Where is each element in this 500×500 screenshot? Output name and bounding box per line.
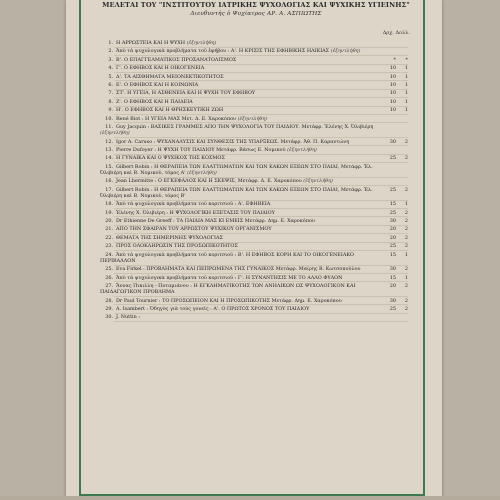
list-item bbox=[100, 57, 408, 63]
entry-price-dollar: 1 bbox=[404, 251, 408, 258]
entry-price-dollar: 2 bbox=[404, 282, 408, 289]
entry-price-dollar: 2 bbox=[404, 186, 408, 193]
entry-title: Η ΓΥΝΑΙΚΑ ΚΑΙ Ο ΨΥΧΙΚΟΣ ΤΗΣ ΚΟΣΜΟΣ bbox=[116, 155, 225, 162]
list-item bbox=[100, 266, 408, 272]
entry-title: ΘΕΜΑΤΑ ΤΗΣ ΣΗΜΕΡΙΝΗΣ ΨΥΧΟΛΟΓΙΑΣ bbox=[116, 234, 223, 241]
list-item bbox=[100, 283, 408, 295]
series-title: ΜΕΛΕΤΑΙ ΤΟΥ "ΙΝΣΤΙΤΟΥΤΟΥ ΙΑΤΡΙΚΗΣ ΨΥΧΟΛΟΓΙΑΣ ΚΑΙ ΨΥΧΙΚΗΣ ΥΓΙΕΙΝΗΣ" bbox=[102, 1, 410, 9]
entry-status: (ἐξηντλήθη) bbox=[330, 48, 361, 55]
list-item bbox=[100, 40, 408, 46]
entry-price-drachma: 10 bbox=[389, 90, 396, 97]
entry-price-dollar: 2 bbox=[404, 305, 408, 312]
entry-price-dollar: 2 bbox=[404, 155, 408, 162]
entry-price-drachma: 25 bbox=[389, 186, 396, 193]
entry-number: 20. bbox=[105, 218, 113, 225]
entry-price-dollar: * bbox=[405, 56, 408, 63]
list-item bbox=[100, 107, 408, 113]
entry-number: 23. bbox=[105, 243, 113, 250]
list-item bbox=[100, 74, 408, 80]
entry-title: Dr Paul Tournier : ΤΟ ΠΡΟΣΩΠΕΙΟΝ ΚΑΙ Η ΠΡΟΣΩΠΙΚΟΤΗΣ Μετάφρ. Δημ. Ε. Χαροκόπου bbox=[116, 297, 342, 304]
entry-status: (ἐξηντλήθη) bbox=[303, 178, 333, 185]
entry-price-dollar: 1 bbox=[404, 73, 408, 80]
entry-number: 8. bbox=[108, 98, 113, 105]
entry-title: Ἐλένης Χ. Ὀλιβιέρη : Η ΨΥΧΟΛΟΓΙΚΗ ΕΞΕΤΑΣΙΣ ΤΟΥ ΠΑΙΔΙΟΥ bbox=[116, 209, 275, 216]
entry-price-drachma: 30 bbox=[389, 266, 396, 273]
entry-price-drachma: 20 bbox=[389, 282, 396, 289]
entry-title: J. Nuttin : bbox=[116, 314, 140, 321]
entry-title: Ἀπὸ τὰ ψυχολογικὰ προβλήματα τοῦ κοριτσιοῦ : Γ'. Η ΣΥΝΑΝΤΗΣΙΣ ΜΕ ΤΟ ΑΛΛΟ ΦΥΛΟΝ bbox=[116, 274, 343, 281]
entry-status: (ἐξηντλήθη) bbox=[187, 169, 217, 176]
entry-status: (ἐξηντλήθη) bbox=[237, 115, 268, 122]
entry-price-drachma: 25 bbox=[389, 155, 396, 162]
entry-price-dollar: 1 bbox=[404, 90, 408, 97]
entry-price-drachma: 30 bbox=[389, 218, 396, 225]
entry-number: 3. bbox=[108, 56, 113, 63]
list-item bbox=[100, 187, 408, 199]
entry-title: René Biot : Η ΥΓΕΙΑ ΜΑΣ Μετ. Δ. Ε. Χαροκόπου bbox=[116, 115, 236, 122]
entry-number: 16. bbox=[105, 178, 113, 185]
entry-number: 2. bbox=[108, 48, 113, 55]
entry-price-dollar: 2 bbox=[404, 266, 408, 273]
list-item bbox=[100, 243, 408, 249]
entry-number: 9. bbox=[108, 107, 113, 114]
entry-number: 4. bbox=[108, 65, 113, 72]
entry-number: 26. bbox=[105, 274, 113, 281]
list-item bbox=[100, 252, 408, 264]
entry-title: Ἀπὸ τὰ ψυχολογικὰ προβλήματα τοῦ κοριτσιοῦ : Α'. ΕΦΗΒΕΙΑ bbox=[116, 201, 271, 208]
entry-title: Igor A. Caruso : ΨΥΧΑΝΑΛΥΣΙΣ ΚΑΙ ΣΥΝΘΕΣΙΣ ΤΗΣ ΥΠΑΡΞΕΩΣ. Μετάφρ. Ἀθ. Π. Καραντώνη bbox=[116, 138, 350, 145]
entry-number: 12. bbox=[105, 138, 113, 145]
list-item bbox=[100, 201, 408, 207]
entry-number: 25. bbox=[105, 266, 113, 273]
entry-number: 30. bbox=[105, 314, 113, 321]
list-item bbox=[100, 82, 408, 88]
list-item bbox=[100, 306, 408, 312]
entry-price-drachma: 30 bbox=[389, 297, 396, 304]
entry-title: ΣΤ'. Η ΥΓΕΙΑ, Η ΑΣΘΕΝΕΙΑ ΚΑΙ Η ΨΥΧΗ ΤΟΥ ΕΦΗΒΟΥ bbox=[116, 90, 256, 97]
entry-price-dollar: 2 bbox=[404, 234, 408, 241]
entry-title: Ἀπὸ τὰ ψυχολογικὰ προβλήματα τοῦ κοριτσιοῦ : Β'. Η ΕΦΗΒΟΣ ΚΟΡΗ ΚΑΙ ΤΟ ΟΙΚΟΓΕΝΕΙΑΚΟ ΠΕΡΙΒΑΛΛΟΝ bbox=[100, 251, 355, 264]
entry-price-dollar: 2 bbox=[404, 218, 408, 225]
entry-status: (ἐξηντλήθη) bbox=[186, 40, 217, 46]
entry-title: Guy Jacquin : ΒΑΣΙΚΕΣ ΓΡΑΜΜΕΣ ΑΠΟ ΤΗΝ ΨΥΧΟΛΟΓΙΑ ΤΟΥ ΠΑΙΔΙΟΥ. Μετάφρ. Ἐλένης Χ. Ὀλιβιέρη bbox=[116, 123, 374, 130]
entry-number: 18. bbox=[105, 201, 113, 208]
entry-price-drachma: 15 bbox=[389, 251, 396, 258]
list-item bbox=[100, 218, 408, 224]
divider bbox=[114, 321, 408, 322]
entry-price-dollar: 2 bbox=[404, 243, 408, 250]
entry-title: Jean Lhermitte : Ο ΕΓΚΕΦΑΛΟΣ ΚΑΙ Η ΣΚΕΨΙΣ, Μετάφρ. Δ. Ε. Χαροκόπου bbox=[116, 178, 302, 185]
entry-number: 10. bbox=[105, 115, 113, 122]
list-item bbox=[100, 139, 408, 145]
entry-number: 29. bbox=[105, 305, 113, 312]
entry-number: 14. bbox=[105, 155, 113, 162]
entry-price-dollar: 1 bbox=[404, 65, 408, 72]
entry-number: 11. bbox=[105, 123, 113, 130]
entry-price-drachma: 25 bbox=[389, 209, 396, 216]
entry-price-dollar: 2 bbox=[404, 138, 408, 145]
entry-number: 5. bbox=[108, 73, 113, 80]
entry-price-dollar: 1 bbox=[404, 107, 408, 114]
list-item bbox=[100, 147, 408, 153]
entry-number: 7. bbox=[108, 90, 113, 97]
entry-price-drachma: 10 bbox=[389, 107, 396, 114]
entry-title: Δ'. ΤΑ ΑΙΣΘΗΜΑΤΑ ΜΕΙΟΝΕΚΤΙΚΟΤΗΤΟΣ bbox=[116, 73, 224, 80]
list-item bbox=[100, 210, 408, 216]
entry-number: 1. bbox=[108, 40, 113, 46]
entry-price-drachma: 10 bbox=[389, 81, 396, 88]
entry-price-dollar: 1 bbox=[404, 98, 408, 105]
list-item bbox=[100, 235, 408, 241]
entry-price-dollar: 1 bbox=[404, 201, 408, 208]
entry-status: (ἐξηντλήθη) bbox=[100, 130, 130, 137]
entry-title: Gilbert Robin : Η ΘΕΡΑΠΕΙΑ ΤΩΝ ΕΛΑΤΤΩΜΑΤΩΝ ΚΑΙ ΤΩΝ ΚΑΚΩΝ ΕΞΕΩΝ ΣΤΟ ΠΑΙΔΙ, Μετάφρ. Ἐλ. Ὀλιβιέρη καὶ Β. Νομικοῦ, τόμος Α' bbox=[100, 163, 373, 176]
entry-title: Η ΑΡΡΩΣΤΕΙΑ ΚΑΙ Η ΨΥΧΗ bbox=[116, 40, 186, 46]
entry-number: 15. bbox=[105, 163, 113, 170]
list-item bbox=[100, 48, 408, 54]
entry-number: 28. bbox=[105, 297, 113, 304]
entry-status: (ἐξηντλήθη) bbox=[287, 146, 317, 153]
list-item bbox=[100, 124, 408, 136]
entry-price-drachma: 20 bbox=[389, 234, 396, 241]
entry-price-drachma: 25 bbox=[389, 305, 396, 312]
entry-number: 19. bbox=[105, 209, 113, 216]
list-item bbox=[100, 65, 408, 71]
entry-title: Ἀπὸ τὰ ψυχολογικὰ προβλήματα τοῦ ἐφήβου : Α'. Η ΚΡΙΣΙΣ ΤΗΣ ΕΦΗΒΙΚΗΣ ΗΛΙΚΙΑΣ bbox=[116, 48, 330, 55]
entry-price-drachma: 25 bbox=[389, 243, 396, 250]
list-item bbox=[100, 178, 408, 184]
entry-price-drachma: 30 bbox=[389, 138, 396, 145]
list-item bbox=[100, 99, 408, 105]
entry-number: 22. bbox=[105, 234, 113, 241]
entry-price-dollar: 2 bbox=[404, 209, 408, 216]
list-item bbox=[100, 298, 408, 304]
list-item bbox=[100, 314, 408, 320]
entry-price-drachma: 15 bbox=[389, 274, 396, 281]
entry-price-dollar: 2 bbox=[404, 297, 408, 304]
entry-number: 24. bbox=[105, 251, 113, 258]
entry-price-dollar: 1 bbox=[404, 274, 408, 281]
entry-price-dollar: 1 bbox=[404, 81, 408, 88]
entry-title: Ζ'. Ο ΕΦΗΒΟΣ ΚΑΙ Η ΠΑΙΔΕΙΑ bbox=[116, 98, 193, 105]
series-director: Διευθυντής ὁ Ψυχίατρος ΑΡ. Α. ΑΣΠΙΩΤΗΣ bbox=[190, 11, 322, 17]
entry-title: Pierre Dufoyer : Η ΨΥΧΗ ΤΟΥ ΠΑΙΔΙΟΥ Μετάφρ. Βάσως Ε. Νομικοῦ bbox=[116, 146, 286, 153]
entry-price-drachma: 10 bbox=[389, 98, 396, 105]
entry-title: Gilbert Robin : Η ΘΕΡΑΠΕΙΑ ΤΩΝ ΕΛΑΤΤΩΜΑΤΩΝ ΚΑΙ ΤΩΝ ΚΑΚΩΝ ΕΞΕΩΝ ΣΤΟ ΠΑΙΔΙ, Μετάφρ. Ἐλ. Ὀλιβιέρη καὶ Β. Νομικοῦ, τόμος Β' bbox=[100, 186, 373, 199]
entry-title: Η'. Ο ΕΦΗΒΟΣ ΚΑΙ Η ΘΡΗΣΚΕΥΤΙΚΗ ΖΩΗ bbox=[116, 107, 224, 114]
list-item bbox=[100, 90, 408, 96]
entry-title: Eva Firkel : ΠΡΟΒΛΗΜΑΤΑ ΚΑΙ ΠΕΠΡΩΜΕΝΑ ΤΗΣ ΓΥΝΑΙΚΟΣ Μετάφρ. Μαίρης Β. Κωτσοπούλου bbox=[116, 266, 361, 273]
publication-list bbox=[100, 40, 408, 323]
entry-price-drachma: 10 bbox=[389, 65, 396, 72]
entry-number: 17. bbox=[105, 186, 113, 193]
list-item bbox=[100, 275, 408, 281]
entry-title: Γ'. Ο ΕΦΗΒΟΣ ΚΑΙ Η ΟΙΚΟΓΕΝΕΙΑ bbox=[116, 65, 205, 72]
entry-title: ΠΡΟΣ ΟΛΟΚΛΗΡΩΣΙΝ ΤΗΣ ΠΡΟΣΩΠΙΚΟΤΗΤΟΣ bbox=[116, 243, 238, 250]
entry-title: A. Isambert : Ὁδηγὸς γιὰ τοὺς γονεῖς : Α'. Ο ΠΡΩΤΟΣ ΧΡΟΝΟΣ ΤΟΥ ΠΑΙΔΙΟΥ bbox=[116, 305, 310, 312]
entry-number: 13. bbox=[105, 146, 113, 153]
entry-price-dollar: 2 bbox=[404, 226, 408, 233]
entry-number: 21. bbox=[105, 226, 113, 233]
entry-title: ΑΠΟ ΤΗΝ ΣΦΑΙΡΑΝ ΤΟΥ ΑΡΡΩΣΤΟΥ ΨΥΧΙΚΟΥ ΟΡΓΑΝΙΣΜΟΥ bbox=[116, 226, 272, 233]
entry-price-drachma: 15 bbox=[389, 201, 396, 208]
price-column-header: Δρχ. Δολλ. bbox=[382, 30, 410, 36]
list-item bbox=[100, 164, 408, 176]
entry-title: Ε'. Ο ΕΦΗΒΟΣ ΚΑΙ Η ΚΟΙΝΩΝΙΑ bbox=[116, 81, 199, 88]
list-item bbox=[100, 226, 408, 232]
list-item bbox=[100, 116, 408, 122]
catalog-page bbox=[66, 0, 442, 500]
entry-number: 6. bbox=[108, 81, 113, 88]
entry-number: 27. bbox=[105, 282, 113, 289]
entry-price-drachma: 10 bbox=[389, 73, 396, 80]
entry-title: Ἄννας Πικιλλη - Ποταμιάνου : Η ΕΓΚΛΗΜΑΤΙΚΟΤΗΣ ΤΩΝ ΑΝΗΛΙΚΩΝ ΩΣ ΨΥΧΟΛΟΓΙΚΟΝ ΚΑΙ ΠΑΙΔΑΓΩΓΙΚΟΝ ΠΡΟΒΛΗΜΑ bbox=[100, 282, 356, 296]
entry-price-drachma: 20 bbox=[389, 226, 396, 233]
list-item bbox=[100, 155, 408, 161]
entry-title: Β'. Ο ΕΠΑΓΓΕΛΜΑΤΙΚΟΣ ΠΡΟΣΑΝΑΤΟΛΙΣΜΟΣ bbox=[116, 56, 237, 63]
entry-title: Dr Ethienne De Greeff : ΤΑ ΠΑΙΔΙΑ ΜΑΣ ΚΙ ΕΜΕΙΣ Μετάφρ. Δημ. Ε. Χαροκόπου bbox=[116, 218, 315, 225]
entry-price-drachma: * bbox=[393, 56, 396, 63]
background-edge bbox=[0, 496, 500, 500]
